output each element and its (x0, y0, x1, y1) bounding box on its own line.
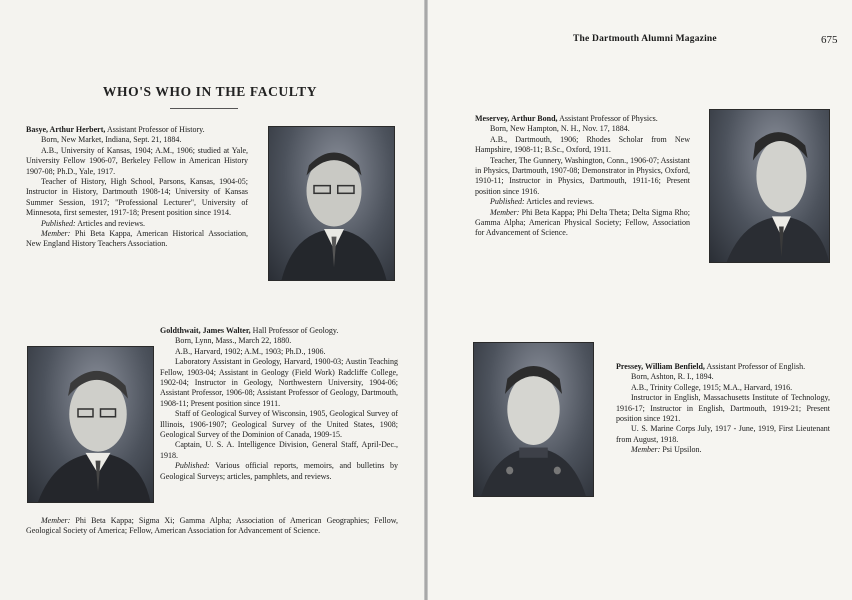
bio-goldthwait-military: Captain, U. S. A. Intelligence Division, General Staff, April-Dec., 1918. (160, 440, 398, 460)
bio-meservey-career: Teacher, The Gunnery, Washington, Conn., 1906-07; Assistant in Physics, Dartmouth, 1907-08; Demonstrator in Physics, Oxford, 1910-11; Instructor in Physics, Dartmouth, 1911-16; Present position since 1916. (475, 155, 690, 196)
bio-basye-member (26, 229, 248, 250)
bio-goldthwait-name: Goldthwait, James Walter, (160, 326, 251, 335)
bio-meservey-heading (475, 114, 690, 124)
bio-pressey-title: Assistant Professor of English. (704, 362, 806, 371)
bio-basye-published (26, 219, 248, 229)
published-label: Published: (175, 461, 210, 471)
bio-goldthwait-career: Laboratory Assistant in Geology, Harvard, 1900-03; Austin Teaching Fellow, 1903-04; Assistant in Geology (Field Work) Radcliffe College, 1902-04; Instructor in Geology, Northwestern University, 1904-06; Assistant Professor, 1906-08; Assistant Professor of Geology, Dartmouth, 1908-11; Present position since 1911. (160, 357, 398, 408)
bio-goldthwait-member-text: Phi Beta Kappa; Sigma Xi; Gamma Alpha; Association of American Geographies; Fellow, Geological Society of America; Fellow, American Association for Advancement of Science. (26, 516, 398, 536)
portrait-pressey (473, 342, 594, 497)
bio-pressey-born: Born, Ashton, R. I., 1894. (631, 372, 714, 382)
bio-pressey (616, 362, 830, 456)
published-label: Published: (41, 218, 76, 228)
member-label: Member: (41, 229, 71, 239)
bio-basye-career: Teacher of History, High School, Parsons, Kansas, 1904-05; Instructor in History, Dartmouth 1908-14; University of Kansas Summer Session, 1917; "Professional Lecturer", University of Minnesota, first semester, 1917-18; Present position since 1914. (26, 177, 248, 218)
bio-meservey-title: Assistant Professor of Physics. (557, 114, 658, 123)
bio-pressey-military: U. S. Marine Corps July, 1917 - June, 1919, First Lieutenant from August, 1918. (616, 424, 830, 444)
published-label: Published: (490, 197, 525, 207)
member-label: Member: (41, 516, 71, 525)
heading-rule (170, 108, 238, 109)
bio-meservey-published (475, 197, 690, 207)
bio-meservey-born: Born, New Hampton, N. H., Nov. 17, 1884. (490, 124, 630, 134)
bio-goldthwait-heading (160, 326, 398, 336)
bio-pressey-member-text: Psi Upsilon. (660, 445, 702, 455)
bio-meservey-education: A.B., Dartmouth, 1906; Rhodes Scholar from New Hampshire, 1908-11; B.Sc., Oxford, 1911. (475, 134, 690, 155)
bio-basye-member-text: Phi Beta Kappa, American Historical Association, New England History Teachers Association. (26, 229, 248, 249)
bio-pressey-member (616, 445, 830, 455)
bio-goldthwait-born: Born, Lynn, Mass., March 22, 1880. (175, 336, 292, 346)
bio-meservey-member-text: Phi Beta Kappa; Phi Delta Theta; Delta Sigma Rho; Gamma Alpha; American Physical Society; Fellow, Association for Advancement of Science. (475, 207, 690, 238)
bio-basye-published-text: Articles and reviews. (75, 218, 145, 228)
member-label: Member: (490, 207, 520, 217)
bio-pressey-education: A.B., Trinity College, 1915; M.A., Harvard, 1916. (631, 382, 793, 392)
bio-basye-name: Basye, Arthur Herbert, (26, 125, 106, 134)
bio-meservey-member (475, 208, 690, 239)
portrait-basye (268, 126, 395, 281)
bio-goldthwait-surveys: Staff of Geological Survey of Wisconsin, 1905, Geological Survey of Illinois, 1906-1907; Geological Survey of the United States, 1908; Geological Survey of the Dominion of Canada, 1909-15. (160, 409, 398, 440)
bio-goldthwait-title: Hall Professor of Geology. (250, 326, 339, 335)
bio-pressey-career: Instructor in English, Massachusetts Institute of Technology, 1916-17; Instructor in English, Dartmouth, 1919-21; Present position since 1921. (616, 393, 830, 424)
bio-basye-title: Assistant Professor of History. (105, 125, 205, 134)
portrait-meservey (709, 109, 830, 263)
bio-basye-education: A.B., University of Kansas, 1904; A.M., 1906; studied at Yale, University Fellow 1906-07, Berkeley Fellow in American History 1907-08; Ph.D., Yale, 1917. (26, 145, 248, 176)
bio-basye-heading (26, 125, 248, 135)
bio-basye-born: Born, New Market, Indiana, Sept. 21, 1884. (41, 135, 182, 145)
bio-pressey-name: Pressey, William Benfield, (616, 362, 705, 371)
bio-meservey-name: Meservey, Arthur Bond, (475, 114, 558, 123)
bio-goldthwait (160, 326, 398, 482)
bio-goldthwait-member (26, 516, 398, 537)
portrait-goldthwait (27, 346, 154, 503)
running-header: The Dartmouth Alumni Magazine (573, 34, 717, 44)
left-page (0, 0, 424, 600)
right-page (428, 0, 852, 600)
bio-meservey (475, 114, 690, 239)
bio-goldthwait-published (160, 461, 398, 482)
page-heading: WHO'S WHO IN THE FACULTY (102, 84, 318, 99)
bio-goldthwait-education: A.B., Harvard, 1902; A.M., 1903; Ph.D., 1906. (175, 346, 326, 356)
member-label: Member: (631, 445, 661, 455)
page-number: 675 (821, 34, 838, 46)
bio-goldthwait-published-text: Various official reports, memoirs, and bulletins by Geological Surveys; articles, pamphlets, and reviews. (160, 461, 398, 481)
bio-goldthwait-member-line (26, 516, 398, 537)
bio-meservey-published-text: Articles and reviews. (524, 197, 594, 207)
bio-pressey-heading (616, 362, 830, 372)
bio-basye (26, 125, 248, 250)
